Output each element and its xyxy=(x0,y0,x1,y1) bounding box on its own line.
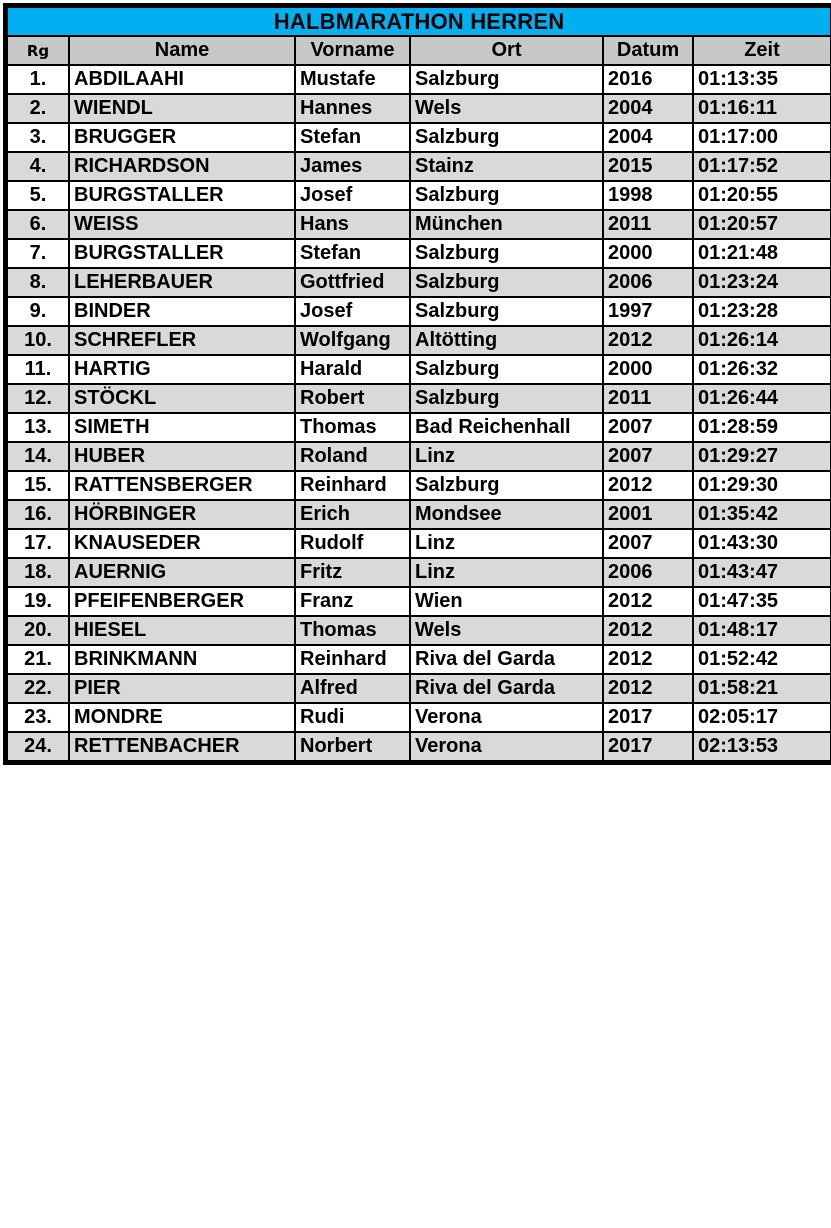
cell-place: München xyxy=(410,210,603,239)
cell-first-name: Rudolf xyxy=(295,529,410,558)
table-row xyxy=(7,500,831,529)
cell-date: 2012 xyxy=(603,674,693,703)
cell-first-name: Stefan xyxy=(295,123,410,152)
cell-place: Wels xyxy=(410,94,603,123)
cell-name: BINDER xyxy=(69,297,295,326)
cell-date: 2011 xyxy=(603,384,693,413)
cell-first-name: Norbert xyxy=(295,732,410,761)
cell-place: Altötting xyxy=(410,326,603,355)
cell-name: SCHREFLER xyxy=(69,326,295,355)
cell-place: Wien xyxy=(410,587,603,616)
cell-time: 01:43:30 xyxy=(693,529,831,558)
cell-first-name: Mustafe xyxy=(295,65,410,94)
cell-date: 2012 xyxy=(603,645,693,674)
cell-name: LEHERBAUER xyxy=(69,268,295,297)
cell-rank: 24. xyxy=(7,732,69,761)
cell-first-name: Thomas xyxy=(295,616,410,645)
cell-time: 01:17:52 xyxy=(693,152,831,181)
cell-date: 2006 xyxy=(603,558,693,587)
cell-place: Linz xyxy=(410,558,603,587)
cell-date: 2012 xyxy=(603,587,693,616)
table-row xyxy=(7,616,831,645)
table-row xyxy=(7,384,831,413)
cell-first-name: Wolfgang xyxy=(295,326,410,355)
cell-rank: 22. xyxy=(7,674,69,703)
cell-rank: 13. xyxy=(7,413,69,442)
cell-date: 2000 xyxy=(603,239,693,268)
cell-place: Salzburg xyxy=(410,123,603,152)
cell-rank: 12. xyxy=(7,384,69,413)
cell-first-name: Thomas xyxy=(295,413,410,442)
cell-place: Riva del Garda xyxy=(410,645,603,674)
cell-name: PIER xyxy=(69,674,295,703)
table-row xyxy=(7,152,831,181)
cell-first-name: Gottfried xyxy=(295,268,410,297)
cell-rank: 6. xyxy=(7,210,69,239)
cell-first-name: Hans xyxy=(295,210,410,239)
cell-name: SIMETH xyxy=(69,413,295,442)
cell-place: Salzburg xyxy=(410,384,603,413)
cell-place: Wels xyxy=(410,616,603,645)
column-header-date: Datum xyxy=(603,36,693,65)
cell-rank: 16. xyxy=(7,500,69,529)
cell-rank: 3. xyxy=(7,123,69,152)
cell-place: Linz xyxy=(410,442,603,471)
cell-name: WEISS xyxy=(69,210,295,239)
cell-place: Verona xyxy=(410,703,603,732)
cell-date: 2016 xyxy=(603,65,693,94)
cell-date: 2004 xyxy=(603,123,693,152)
cell-date: 2017 xyxy=(603,703,693,732)
cell-rank: 20. xyxy=(7,616,69,645)
cell-first-name: Fritz xyxy=(295,558,410,587)
cell-date: 2004 xyxy=(603,94,693,123)
column-header-time: Zeit xyxy=(693,36,831,65)
cell-time: 01:20:57 xyxy=(693,210,831,239)
cell-name: RICHARDSON xyxy=(69,152,295,181)
cell-place: Mondsee xyxy=(410,500,603,529)
cell-first-name: Josef xyxy=(295,297,410,326)
header-row xyxy=(7,36,831,65)
cell-time: 02:13:53 xyxy=(693,732,831,761)
cell-date: 2012 xyxy=(603,471,693,500)
column-header-name: Name xyxy=(69,36,295,65)
cell-time: 01:16:11 xyxy=(693,94,831,123)
results-table xyxy=(6,6,831,762)
cell-date: 2000 xyxy=(603,355,693,384)
table-row xyxy=(7,645,831,674)
cell-name: ABDILAAHI xyxy=(69,65,295,94)
cell-name: BURGSTALLER xyxy=(69,181,295,210)
cell-time: 01:26:32 xyxy=(693,355,831,384)
column-header-rank: Rg xyxy=(7,36,69,65)
cell-rank: 4. xyxy=(7,152,69,181)
cell-name: AUERNIG xyxy=(69,558,295,587)
cell-time: 01:26:14 xyxy=(693,326,831,355)
cell-place: Salzburg xyxy=(410,355,603,384)
cell-time: 01:48:17 xyxy=(693,616,831,645)
table-row xyxy=(7,674,831,703)
cell-time: 01:35:42 xyxy=(693,500,831,529)
cell-date: 2006 xyxy=(603,268,693,297)
cell-first-name: Hannes xyxy=(295,94,410,123)
cell-rank: 10. xyxy=(7,326,69,355)
cell-first-name: Rudi xyxy=(295,703,410,732)
cell-name: HUBER xyxy=(69,442,295,471)
cell-time: 01:29:27 xyxy=(693,442,831,471)
cell-rank: 19. xyxy=(7,587,69,616)
cell-date: 2007 xyxy=(603,529,693,558)
cell-name: RATTENSBERGER xyxy=(69,471,295,500)
table-row xyxy=(7,239,831,268)
table-row xyxy=(7,558,831,587)
cell-place: Stainz xyxy=(410,152,603,181)
cell-time: 01:23:24 xyxy=(693,268,831,297)
cell-date: 2015 xyxy=(603,152,693,181)
table-row xyxy=(7,442,831,471)
cell-rank: 2. xyxy=(7,94,69,123)
cell-name: BURGSTALLER xyxy=(69,239,295,268)
cell-rank: 21. xyxy=(7,645,69,674)
table-row xyxy=(7,65,831,94)
column-header-first-name: Vorname xyxy=(295,36,410,65)
cell-time: 01:21:48 xyxy=(693,239,831,268)
results-body xyxy=(7,65,831,761)
title-row xyxy=(7,7,831,36)
cell-name: BRINKMANN xyxy=(69,645,295,674)
table-row xyxy=(7,210,831,239)
cell-rank: 8. xyxy=(7,268,69,297)
cell-name: STÖCKL xyxy=(69,384,295,413)
cell-date: 1997 xyxy=(603,297,693,326)
table-title: HALBMARATHON HERREN xyxy=(7,7,831,36)
cell-rank: 5. xyxy=(7,181,69,210)
cell-rank: 17. xyxy=(7,529,69,558)
table-row xyxy=(7,732,831,761)
cell-rank: 18. xyxy=(7,558,69,587)
cell-rank: 15. xyxy=(7,471,69,500)
cell-date: 2012 xyxy=(603,326,693,355)
cell-date: 2011 xyxy=(603,210,693,239)
cell-name: KNAUSEDER xyxy=(69,529,295,558)
cell-date: 2012 xyxy=(603,616,693,645)
cell-place: Verona xyxy=(410,732,603,761)
table-row xyxy=(7,181,831,210)
cell-rank: 9. xyxy=(7,297,69,326)
cell-place: Linz xyxy=(410,529,603,558)
cell-time: 01:58:21 xyxy=(693,674,831,703)
cell-place: Salzburg xyxy=(410,65,603,94)
cell-rank: 14. xyxy=(7,442,69,471)
cell-rank: 11. xyxy=(7,355,69,384)
cell-rank: 7. xyxy=(7,239,69,268)
cell-name: MONDRE xyxy=(69,703,295,732)
cell-place: Salzburg xyxy=(410,239,603,268)
cell-place: Salzburg xyxy=(410,297,603,326)
table-row xyxy=(7,123,831,152)
table-row xyxy=(7,413,831,442)
cell-time: 01:28:59 xyxy=(693,413,831,442)
cell-place: Salzburg xyxy=(410,268,603,297)
cell-first-name: Josef xyxy=(295,181,410,210)
table-row xyxy=(7,326,831,355)
cell-name: HÖRBINGER xyxy=(69,500,295,529)
column-header-place: Ort xyxy=(410,36,603,65)
table-row xyxy=(7,297,831,326)
cell-date: 2001 xyxy=(603,500,693,529)
cell-date: 2017 xyxy=(603,732,693,761)
table-row xyxy=(7,703,831,732)
cell-rank: 23. xyxy=(7,703,69,732)
cell-time: 01:23:28 xyxy=(693,297,831,326)
cell-first-name: Harald xyxy=(295,355,410,384)
table-row xyxy=(7,268,831,297)
cell-rank: 1. xyxy=(7,65,69,94)
cell-first-name: Robert xyxy=(295,384,410,413)
cell-place: Salzburg xyxy=(410,181,603,210)
cell-date: 2007 xyxy=(603,413,693,442)
cell-date: 1998 xyxy=(603,181,693,210)
cell-time: 01:26:44 xyxy=(693,384,831,413)
cell-name: BRUGGER xyxy=(69,123,295,152)
cell-first-name: Reinhard xyxy=(295,471,410,500)
cell-name: PFEIFENBERGER xyxy=(69,587,295,616)
cell-time: 01:20:55 xyxy=(693,181,831,210)
results-sheet xyxy=(3,3,831,765)
cell-first-name: Reinhard xyxy=(295,645,410,674)
cell-first-name: Erich xyxy=(295,500,410,529)
cell-time: 01:47:35 xyxy=(693,587,831,616)
cell-first-name: Roland xyxy=(295,442,410,471)
cell-name: HARTIG xyxy=(69,355,295,384)
table-row xyxy=(7,529,831,558)
cell-first-name: Stefan xyxy=(295,239,410,268)
cell-place: Salzburg xyxy=(410,471,603,500)
table-row xyxy=(7,94,831,123)
cell-name: HIESEL xyxy=(69,616,295,645)
table-row xyxy=(7,471,831,500)
cell-first-name: James xyxy=(295,152,410,181)
cell-date: 2007 xyxy=(603,442,693,471)
cell-time: 01:43:47 xyxy=(693,558,831,587)
cell-name: WIENDL xyxy=(69,94,295,123)
cell-time: 02:05:17 xyxy=(693,703,831,732)
cell-time: 01:52:42 xyxy=(693,645,831,674)
cell-time: 01:17:00 xyxy=(693,123,831,152)
table-row xyxy=(7,355,831,384)
cell-place: Riva del Garda xyxy=(410,674,603,703)
cell-time: 01:29:30 xyxy=(693,471,831,500)
cell-time: 01:13:35 xyxy=(693,65,831,94)
cell-place: Bad Reichenhall xyxy=(410,413,603,442)
table-row xyxy=(7,587,831,616)
cell-first-name: Alfred xyxy=(295,674,410,703)
cell-first-name: Franz xyxy=(295,587,410,616)
cell-name: RETTENBACHER xyxy=(69,732,295,761)
